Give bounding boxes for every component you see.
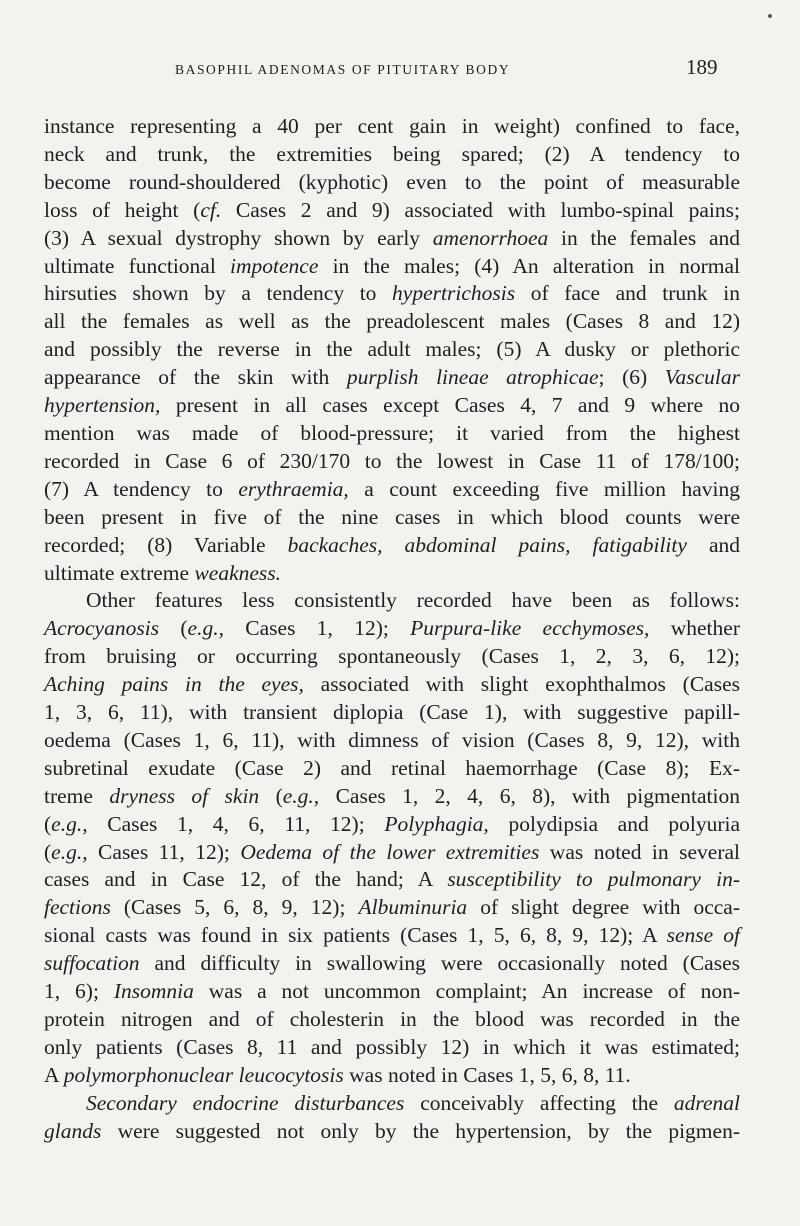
text-segment: from bruising or occurring spontaneously (Cases 1, 2, 3, 6, 12); [44,644,740,669]
italic-text: polymorphonuclear leucocytosis [63,1062,344,1087]
italic-text: hypertrichosis [392,281,516,306]
text-segment: sional casts was found in six patients (Cases 1, 5, 6, 8, 9, 12); A [44,923,667,948]
text-line [44,671,740,699]
text-segment: Cases 11, 12); [87,839,241,864]
text-segment: been present in five of the nine cases in which blood counts were [44,504,740,529]
text-segment: neck and trunk, the extremities being spared; (2) A tendency to [44,141,740,166]
text-line [44,1118,740,1146]
text-line [44,978,740,1006]
text-line [44,169,740,197]
text-line [44,532,740,560]
text-line [44,839,740,867]
text-segment: Other features less consistently recorded have been as follows: [86,588,740,613]
italic-text: susceptibility to pulmonary in- [447,867,740,892]
italic-text: dryness of skin [109,783,260,808]
text-segment: Cases 1, 2, 4, 6, 8), with pigmentation [319,783,740,808]
page-number: 189 [686,55,718,79]
text-line [44,1090,740,1118]
text-segment: only patients (Cases 8, 11 and possibly 12) in which it was estimated; [44,1034,740,1059]
text-line [44,1062,740,1090]
text-segment: conceivably affecting the [404,1090,674,1115]
text-line [44,783,740,811]
text-segment: hirsuties shown by a tendency to [44,281,393,306]
text-line [44,699,740,727]
italic-text: purplish lineae atrophicae [346,365,599,390]
text-segment: in the males; (4) An alteration in normal [318,253,741,278]
text-segment: present in all cases except Cases 4, 7 and 9 where no [160,393,740,418]
text-segment: ultimate functional [44,253,231,278]
text-line [44,448,740,476]
text-segment: recorded; (8) Variable [44,532,288,557]
italic-text: adrenal [673,1090,740,1115]
text-line [44,866,740,894]
text-segment: was a not uncommon complaint; An increase of non- [193,979,740,1004]
text-segment: protein nitrogen and of cholesterin in the blood was recorded in the [44,1007,740,1031]
text-segment: oedema (Cases 1, 6, 11), with dimness of vision (Cases 8, 9, 12), with [44,727,740,752]
text-segment: ; (6) [598,365,665,390]
text-segment: of face and trunk in [515,281,740,306]
italic-text: hypertension, [44,393,161,418]
italic-text: e.g., [282,783,320,808]
text-line [44,587,740,615]
italic-text: Insomnia [113,979,194,1004]
italic-text: e.g., [187,616,224,641]
text-segment: become round-shouldered (kyphotic) even to the point of measurable [44,169,740,194]
text-line [44,811,740,839]
text-line [44,225,740,253]
italic-text: Secondary endocrine disturbances [86,1090,405,1115]
text-segment: ( [259,783,283,808]
italic-text: Albuminuria [358,895,468,920]
text-segment: recorded in Case 6 of 230/170 to the lowest in Case 11 of 178/100; [44,448,740,473]
text-line [44,141,740,169]
text-line [44,950,740,978]
text-segment: 1, 6); [44,979,114,1004]
text-segment: ( [159,616,188,641]
text-line [44,392,740,420]
text-line [44,308,740,336]
text-line [44,755,740,783]
text-segment: (Cases 5, 6, 8, 9, 12); [110,895,359,920]
text-line [44,643,740,671]
text-line [44,615,740,643]
text-segment: Cases 1, 4, 6, 11, 12); [87,811,385,836]
text-line [44,336,740,364]
text-segment: was noted in several [539,839,740,864]
italic-text: Oedema of the lower extremities [240,839,540,864]
italic-text: Polyphagia, [384,811,489,836]
text-line [44,894,740,922]
text-line [44,1006,740,1034]
text-line [44,113,740,141]
text-segment: (7) A tendency to [44,476,239,501]
text-segment: all the females as well as the preadolescent males (Cases 8 and 12) [44,309,740,334]
italic-text: Acrocyanosis [44,616,160,641]
text-line [44,420,740,448]
text-segment: and possibly the reverse in the adult males; (5) A dusky or plethoric [44,337,740,362]
text-line [44,504,740,532]
italic-text: impotence [230,253,319,278]
italic-text: erythraemia, [238,476,349,501]
italic-text: Vascular [664,365,740,390]
text-segment: cases and in Case 12, of the hand; A [44,867,448,892]
italic-text: sense of [666,923,740,948]
text-segment: appearance of the skin with [44,365,347,390]
text-segment: and difficulty in swallowing were occasionally noted (Cases [139,951,740,976]
text-segment: Cases 1, 12); [223,616,411,641]
text-segment: a count exceeding five million having [348,476,740,501]
text-segment: subretinal exudate (Case 2) and retinal haemorrhage (Case 8); Ex- [44,755,740,780]
italic-text: Purpura-like ecchymoses, [410,616,650,641]
text-segment: of slight degree with occa- [467,895,741,920]
text-line [44,560,740,588]
text-line [44,922,740,950]
italic-text: suffocation [44,951,140,976]
paper-speck [768,14,772,18]
text-segment: were suggested not only by the hypertension, by the pigmen- [101,1118,740,1143]
text-line [44,364,740,392]
italic-text: fections [44,895,111,920]
text-line [44,253,740,281]
italic-text: weakness. [194,560,282,585]
body-text [44,113,740,1146]
text-segment: in the females and [548,225,740,250]
text-segment: associated with slight exophthalmos (Cases [303,672,740,697]
text-line [44,727,740,755]
text-segment: ( [44,811,52,836]
text-segment: instance representing a 40 per cent gain in weight) confined to face, [44,114,740,138]
text-segment: mention was made of blood-pressure; it varied from the highest [44,420,740,445]
italic-text: glands [44,1118,102,1143]
text-segment: 1, 3, 6, 11), with transient diplopia (Case 1), with suggestive papill- [44,700,740,725]
text-segment: was noted in Cases 1, 5, 6, 8, 11. [343,1062,631,1087]
text-segment: treme [44,783,110,808]
text-segment: loss of height ( [44,197,201,222]
italic-text: Aching pains in the eyes, [44,672,304,697]
text-segment: ultimate extreme [44,560,195,585]
text-line [44,280,740,308]
text-segment: polydipsia and polyuria [488,811,740,836]
italic-text: e.g., [51,839,88,864]
italic-text: amenorrhoea [432,225,549,250]
text-line [44,476,740,504]
italic-text: cf. [200,197,222,222]
italic-text: e.g., [51,811,88,836]
text-line [44,1034,740,1062]
text-line [44,197,740,225]
text-segment: and [686,532,741,557]
text-segment: Cases 2 and 9) associated with lumbo-spinal pains; [221,197,740,222]
italic-text: backaches, abdominal pains, fatigability [287,532,687,557]
text-segment: ( [44,839,52,864]
running-head: BASOPHIL ADENOMAS OF PITUITARY BODY [175,62,511,77]
text-segment: whether [649,616,740,641]
text-segment: (3) A sexual dystrophy shown by early [44,225,433,250]
text-segment: A [44,1062,64,1087]
